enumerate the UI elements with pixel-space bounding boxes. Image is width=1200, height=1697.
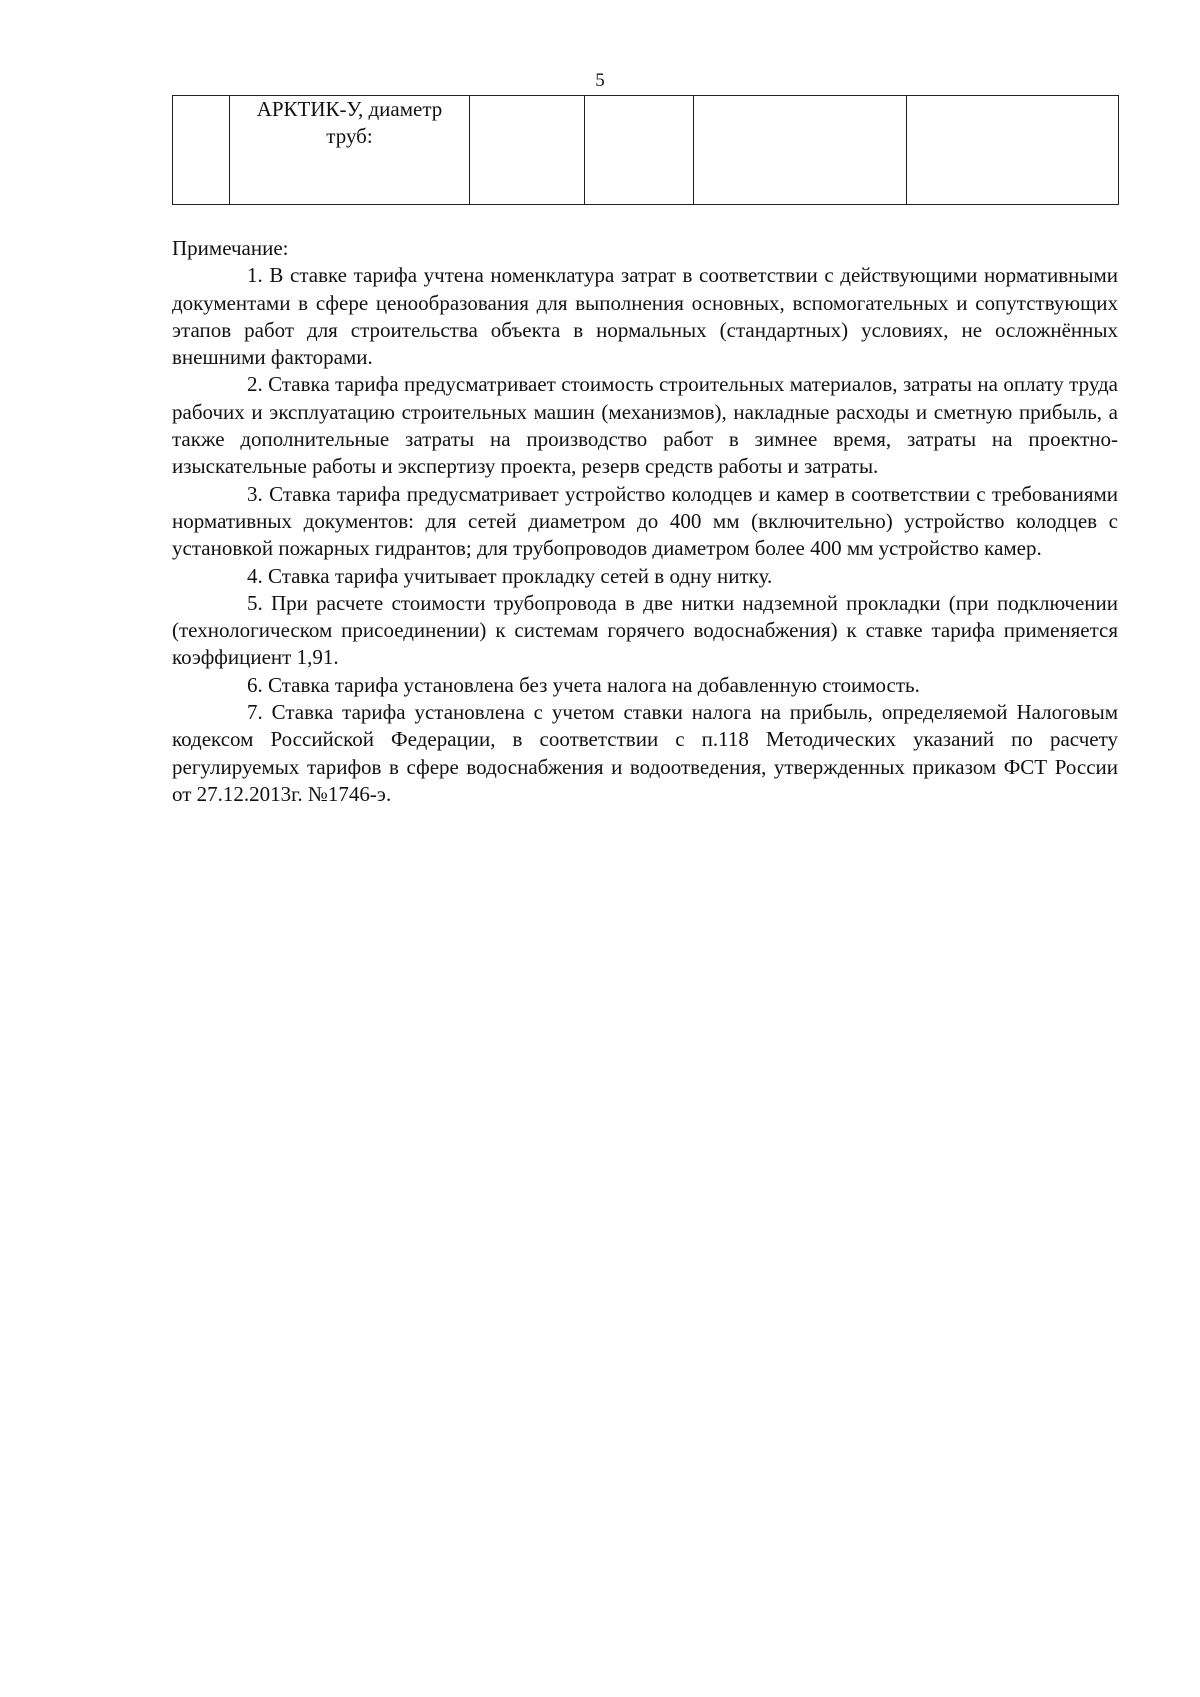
- table-row: [173, 96, 1119, 205]
- note-item-6: 6. Ставка тарифа установлена без учета налога на добавленную стоимость.: [247, 672, 920, 697]
- note-item-3: 3. Ставка тарифа предусматривает устройство колодцев и камер в соответствии с требованиями нормативных документов: для сетей диаметром до 400 мм (включительно) устройство колодцев с установкой пожарных гидрантов; для трубопроводов диаметром более 400 мм устройство камер.: [172, 481, 1118, 561]
- note-item-5: 5. При расчете стоимости трубопровода в две нитки надземной прокладки (при подключении (технологическом присоединении) к системам горячего водоснабжения) к ставке тарифа применяется коэффициент 1,91.: [172, 590, 1118, 670]
- page-number: 5: [595, 70, 605, 91]
- note-item-1: 1. В ставке тарифа учтена номенклатура затрат в соответствии с действующими нормативными документами в сфере ценообразования для выполнения основных, вспомогательных и сопутствующих этапов работ для строительства объекта в нормальных (стандартных) условиях, не осложнённых внешними факторами.: [172, 263, 1118, 370]
- table-cell-5: [694, 96, 907, 205]
- note-item-4: 4. Ставка тарифа учитывает прокладку сетей в одну нитку.: [247, 563, 773, 588]
- description-line-1: АРКТИК-У, диаметр: [256, 97, 443, 121]
- description-line-2: труб:: [326, 124, 373, 148]
- notes-section: [172, 235, 1118, 808]
- tariff-table: [172, 95, 1119, 205]
- table-cell-4: [585, 96, 694, 205]
- note-item-2: 2. Ставка тарифа предусматривает стоимость строительных материалов, затраты на оплату труда рабочих и эксплуатацию строительных машин (механизмов), накладные расходы и сметную прибыль, а также дополнительные затраты на производство работ в зимнее время, затраты на проектно-изыскательные работы и экспертизу проекта, резерв средств работы и затраты.: [172, 372, 1118, 479]
- notes-heading: Примечание:: [172, 236, 289, 260]
- table-cell-number: [173, 96, 230, 205]
- table-cell-3: [470, 96, 585, 205]
- table-cell-6: [907, 96, 1119, 205]
- table-cell-description: [230, 96, 470, 205]
- note-item-7: 7. Ставка тарифа установлена с учетом ставки налога на прибыль, определяемой Налоговым кодексом Российской Федерации, в соответствии с п.118 Методических указаний по расчету регулируемых тарифов в сфере водоснабжения и водоотведения, утвержденных приказом ФСТ России от 27.12.2013г. №1746-э.: [172, 700, 1118, 806]
